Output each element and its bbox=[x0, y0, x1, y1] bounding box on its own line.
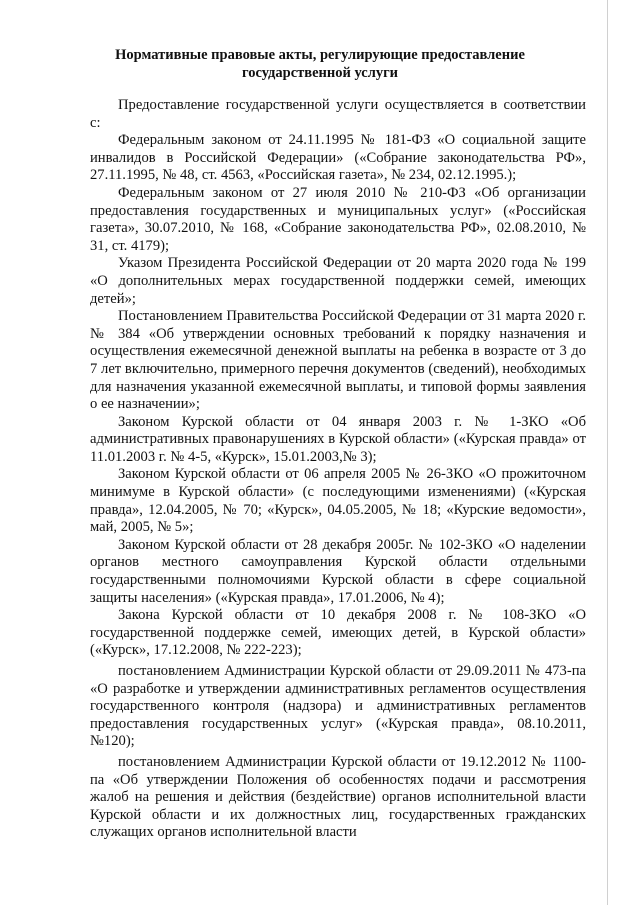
legal-act-government-resolution-384: Постановлением Правительства Российской Федерации от 31 марта 2020 г. № 384 «Об утверждении основных требований к порядку назначения и осуществления ежемесячной денежной выплаты на ребенка в возрасте от 3 до 7 лет включительно, примерного перечня документов (сведений), необходимых для назначения указанной ежемесячной выплаты, и типовой формы заявления о ее назначении»; bbox=[90, 308, 586, 413]
document-body bbox=[90, 97, 586, 842]
document-title bbox=[60, 46, 580, 82]
legal-act-kursk-law-102: Законом Курской области от 28 декабря 2005г. № 102-ЗКО «О наделении органов местного самоуправления Курской области отдельными государственными полномочиями Курской области в сфере социальной защиты населения» («Курская правда», 17.01.2006, № 4); bbox=[90, 536, 586, 606]
page-edge-divider bbox=[607, 0, 608, 905]
legal-act-kursk-resolution-1100: постановлением Администрации Курской области от 19.12.2012 № 1100-па «Об утверждении Положения об особенностях подачи и рассмотрения жалоб на решения и действия (бездействие) органов исполнительной власти Курской области и их должностных лиц, государственных гражданских служащих органов исполнительной власти bbox=[90, 753, 586, 841]
title-line-1: Нормативные правовые акты, регулирующие предоставление bbox=[115, 47, 525, 63]
legal-act-kursk-law-1: Законом Курской области от 04 января 2003 г. № 1-ЗКО «Об административных правонарушениях в Курской области» («Курская правда» от 11.01.2003 г. № 4-5, «Курск», 15.01.2003,№ 3); bbox=[90, 413, 586, 465]
intro-paragraph: Предоставление государственной услуги осуществляется в соответствии с: bbox=[90, 97, 586, 131]
legal-act-presidential-decree-199: Указом Президента Российской Федерации от 20 марта 2020 года № 199 «О дополнительных мерах государственной поддержки семей, имеющих детей»; bbox=[90, 255, 586, 307]
legal-act-federal-law-181: Федеральным законом от 24.11.1995 № 181-ФЗ «О социальной защите инвалидов в Российской Федерации» («Собрание законодательства РФ», 27.11.1995, № 48, ст. 4563, «Российская газета», № 234, 02.12.1995.); bbox=[90, 132, 586, 184]
legal-act-kursk-law-108: Закона Курской области от 10 декабря 2008 г. № 108-ЗКО «О государственной поддержке семей, имеющих детей, в Курской области» («Курск», 17.12.2008, № 222-223); bbox=[90, 607, 586, 659]
legal-act-federal-law-210: Федеральным законом от 27 июля 2010 № 210-ФЗ «Об организации предоставления государственных и муниципальных услуг» («Российская газета», 30.07.2010, № 168, «Собрание законодательства РФ», 02.08.2010, № 31, ст. 4179); bbox=[90, 184, 586, 254]
title-line-2: государственной услуги bbox=[241, 65, 399, 81]
legal-act-kursk-resolution-473: постановлением Администрации Курской области от 29.09.2011 № 473-па «О разработке и утверждении административных регламентов осуществления государственного контроля (надзора) и административных регламентов предоставления государственных услуг» («Курская правда», 08.10.2011, №120); bbox=[90, 663, 586, 750]
legal-act-kursk-law-26: Законом Курской области от 06 апреля 2005 № 26-ЗКО «О прожиточном минимуме в Курской области» (с последующими изменениями) («Курская правда», 12.04.2005, № 70; «Курск», 04.05.2005, № 18; «Курские ведомости», май, 2005, № 5»; bbox=[90, 466, 586, 536]
